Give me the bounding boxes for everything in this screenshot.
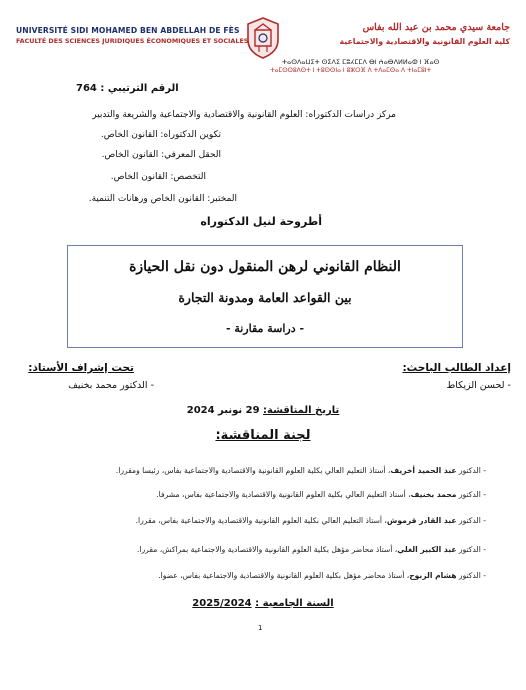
page-number: 1 <box>258 624 263 632</box>
committee-heading: لجنة المناقشة: <box>215 428 311 443</box>
faculty-name-fr: FACULTÉ DES SCIENCES JURIDIQUES ÉCONOMIQUES ET SOCIALES <box>16 37 249 45</box>
university-name-tifinagh: ⵜⴰⵙⴷⴰⵡⵉⵜ ⵙⵉⴷⵉ ⵎⵓⵃⵎⵎⴷ ⴱⵏ ⵄⴰⴱⴷⵍⵍⴰⵀ ⵏ ⴼⴰⵙ <box>282 58 440 66</box>
academic-year-label: السنة الجامعية : <box>255 598 334 609</box>
rank-label: الرقم الترتيبي : <box>100 83 179 94</box>
committee-member: - الدكتور هشام الزبوح، أستاذ محاضر مؤهل بكلية العلوم القانونية والاقتصادية والاجتماعية بفاس، عضوا. <box>158 571 486 580</box>
supervisor-label: تحت إشراف الأستاذ: <box>28 362 134 374</box>
rank-number <box>72 83 179 94</box>
researcher-label: إعداد الطالب الباحث: <box>402 362 511 374</box>
specialty-line: التخصص: القانون الخاص. <box>110 172 206 182</box>
thesis-title-line-3: - دراسة مقارنة - <box>225 322 305 335</box>
academic-year <box>0 598 526 609</box>
defense-date-label: تاريخ المناقشة: <box>263 405 340 416</box>
rank-value: 764 <box>76 83 97 94</box>
university-name-fr: UNIVERSITÉ SIDI MOHAMED BEN ABDELLAH DE FÈS <box>16 26 240 35</box>
academic-year-value: 2025/2024 <box>192 598 252 609</box>
thesis-heading: أطروحة لنيل الدكتوراه <box>200 215 322 228</box>
faculty-name-tifinagh: ⵜⴰⵎⵙⵙⵓⴷⵙⵜ ⵏ ⵜⵓⵙⵙⵏⴰ ⵏ ⵓⵣⵔⴼ ⴷ ⵜⴷⴰⵎⵙⴰ ⴷ ⵜⵏⴰⵎⵓⵏⵜ <box>270 67 432 74</box>
faculty-name-ar: كلية العلوم القانونية والاقتصادية والاجتماعية <box>339 37 510 46</box>
thesis-title-box <box>67 245 463 348</box>
thesis-title-line-2: بين القواعد العامة ومدونة التجارة <box>178 290 352 305</box>
defense-date-value: 29 نونبر 2024 <box>186 405 260 416</box>
doctoral-training-line: تكوين الدكتوراه: القانون الخاص. <box>100 130 221 140</box>
committee-member: - الدكتور عبد الحميد أخريف، أستاذ التعليم العالي بكلية العلوم القانونية والاقتصادية والاجتماعية بفاس، رئيسا ومقررا. <box>115 466 486 475</box>
university-name-ar: جامعة سيدي محمد بن عبد الله بفاس <box>362 22 510 33</box>
defense-date <box>0 405 526 416</box>
committee-member: - الدكتور عبد القادر قرموش، أستاذ التعليم العالي بكلية العلوم القانونية والاقتصادية والاجتماعية بفاس، مقررا. <box>135 516 486 525</box>
laboratory-line: المختبر: القانون الخاص ورهانات التنمية. <box>88 194 237 204</box>
supervisor-name: - الدكتور محمد بخنيف <box>68 380 154 391</box>
committee-member: - الدكتور محمد بخنيف، أستاذ التعليم العالي بكلية العلوم القانونية والاقتصادية والاجتماعية بفاس، مشرفا. <box>156 490 486 499</box>
thesis-title-line-1: النظام القانوني لرهن المنقول دون نقل الحيازة <box>129 259 401 275</box>
committee-member: - الدكتور عبد الكبير الغلي، أستاذ محاضر مؤهل بكلية العلوم القانونية والاقتصادية والاجتماعية بمراكش، مقررا. <box>136 545 486 554</box>
university-logo-icon <box>242 16 284 60</box>
knowledge-field-line: الحقل المعرفي: القانون الخاص. <box>101 150 221 160</box>
researcher-name: - لحسن الزيكاط <box>446 380 511 391</box>
doctoral-center-line: مركز دراسات الدكتوراه: العلوم القانونية والاقتصادية والاجتماعية والشريعة والتدبير <box>92 110 396 120</box>
